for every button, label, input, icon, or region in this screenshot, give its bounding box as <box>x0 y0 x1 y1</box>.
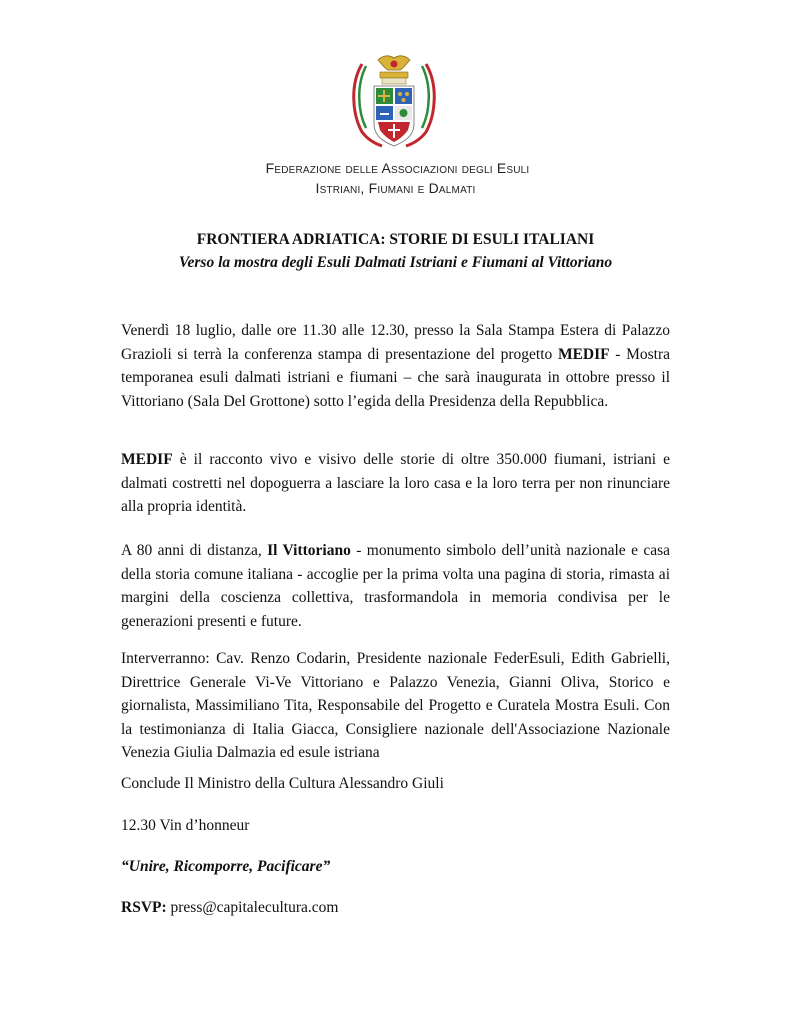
paragraph-vittoriano <box>121 539 670 633</box>
p3-text-a: A 80 anni di distanza, <box>121 542 268 559</box>
rsvp-label: RSVP: <box>121 899 167 916</box>
org-name-line-2: Istriani, Fiumani e Dalmati <box>315 180 476 196</box>
paragraph-rsvp <box>121 896 670 920</box>
document-subtitle: Verso la mostra degli Esuli Dalmati Istriani e Fiumani al Vittoriano <box>178 254 613 271</box>
p3-vittoriano: Il Vittoriano <box>267 542 351 559</box>
p1-text-c: - Mostra temporanea esuli dalmati istriani e fiumani – che sarà inaugurata in ottobre presso il Vittoriano (Sala Del Grottone) sotto l’egida della Presidenza della Repubblica. <box>121 345 670 410</box>
p3-text-c: - monumento simbolo dell’unità nazionale e casa della storia comune italiana - accoglie per la prima volta una pagina di storia, rimasta ai margini della coscienza collettiva, trasformandola in memoria condivisa per le generazioni presenti e future. <box>121 542 670 630</box>
paragraph-minister: Conclude Il Ministro della Cultura Alessandro Giuli <box>121 775 444 792</box>
paragraph-motto: “Unire, Ricomporre, Pacificare” <box>121 858 331 875</box>
right-ribbon-green <box>422 66 429 128</box>
left-ribbon-green <box>359 66 366 128</box>
crown-band <box>380 72 408 78</box>
p1-text-a: Venerdì 18 luglio, dalle ore 11.30 alle 12.30, presso la Sala Stampa Estera di Palazzo Grazioli si terrà la conferenza stampa di presentazione del progetto <box>121 322 670 363</box>
federation-coat-of-arms <box>348 54 440 150</box>
p2-text-c: è il racconto vivo e visivo delle storie di oltre 350.000 fiumani, istriani e dalmati costretti nel dopoguerra a lasciare la loro casa e la loro terra per non rinunciare alla propria identità. <box>121 451 670 515</box>
paragraph-speakers: Interverranno: Cav. Renzo Codarin, Presidente nazionale FederEsuli, Edith Gabrielli, Direttrice Generale Vi-Ve Vittoriano e Palazzo Venezia, Gianni Oliva, Storico e giornalista, Massimiliano Tita, Responsabile del Progetto e Curatela Mostra Esuli. Con la testimonianza di Italia Giacca, Consigliere nazionale dell'Associazione Nazionale Venezia Giulia Dalmazia ed esule istriana <box>121 650 670 761</box>
paragraph-medif-description <box>121 448 670 519</box>
rsvp-email[interactable]: press@capitalecultura.com <box>166 899 339 916</box>
document-title: FRONTIERA ADRIATICA: STORIE DI ESULI ITALIANI <box>196 231 595 248</box>
p2-medif: MEDIF <box>121 451 173 468</box>
p1-medif: MEDIF <box>557 345 610 363</box>
org-name-line-1: Federazione delle Associazioni degli Esuli <box>265 160 530 176</box>
paragraph-announcement <box>121 319 670 413</box>
paragraph-vin-dhonneur: 12.30 Vin d’honneur <box>121 817 250 834</box>
